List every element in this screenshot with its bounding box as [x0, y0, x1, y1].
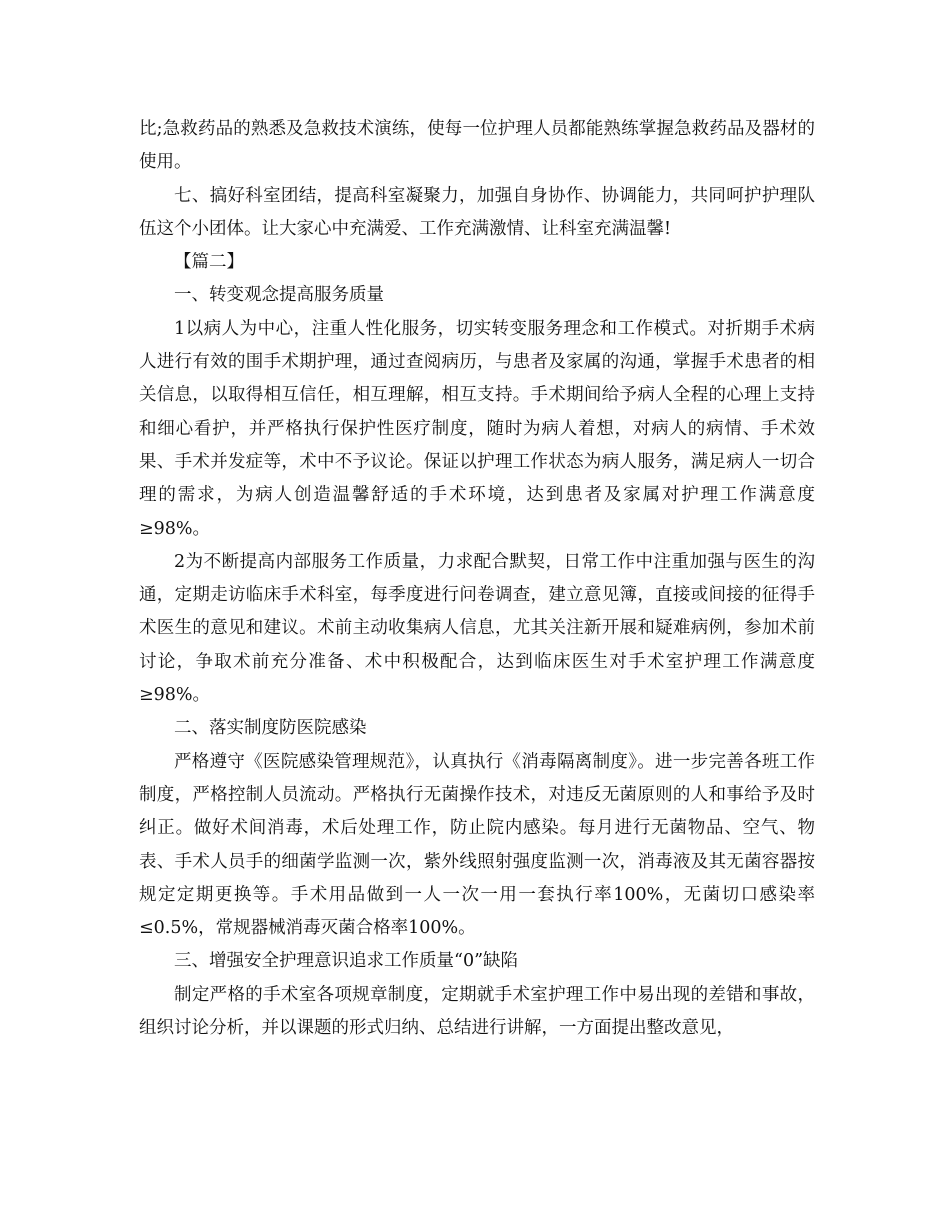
- document-body: [139, 113, 815, 1045]
- heading-service-quality: 一、转变观念提高服务质量: [174, 285, 384, 306]
- heading-safety-quality: 三、增强安全护理意识追求工作质量“0”缺陷: [174, 951, 519, 972]
- section-title-part-two: 【篇二】: [174, 252, 244, 273]
- paragraph-item-1: 1以病人为中心，注重人性化服务，切实转变服务理念和工作模式。对折期手术病人进行有效的围手术期护理，通过查阅病历，与患者及家属的沟通，掌握手术患者的相关信息，以取得相互信任，相互理解，相互支持。手术期间给予病人全程的心理上支持和细心看护，并严格执行保护性医疗制度，随时为病人着想，对病人的病情、手术效果、手术并发症等，术中不予议论。保证以护理工作状态为病人服务，满足病人一切合理的需求，为病人创造温馨舒适的手术环境，达到患者及家属对护理工作满意度≥98%。: [139, 318, 815, 539]
- paragraph-safety-rules: 制定严格的手术室各项规章制度，定期就手术室护理工作中易出现的差错和事故，组织讨论分析，并以课题的形式归纳、总结进行讲解，一方面提出整改意见，: [139, 984, 815, 1039]
- heading-infection-control: 二、落实制度防医院感染: [174, 718, 367, 739]
- paragraph-item-seven: 七、搞好科室团结，提高科室凝聚力，加强自身协作、协调能力，共同呵护护理队伍这个小团体。让大家心中充满爱、工作充满激情、让科室充满温馨!: [139, 185, 815, 239]
- paragraph-infection-control: 严格遵守《医院感染管理规范》，认真执行《消毒隔离制度》。进一步完善各班工作制度，严格控制人员流动。严格执行无菌操作技术，对违反无菌原则的人和事给予及时纠正。做好术间消毒，术后处理工作，防止院内感染。每月进行无菌物品、空气、物表、手术人员手的细菌学监测一次，紫外线照射强度监测一次，消毒液及其无菌容器按规定定期更换等。手术用品做到一人一次一用一套执行率100%，无菌切口感染率≤0.5%，常规器械消毒灭菌合格率100%。: [139, 751, 815, 939]
- paragraph-continuation: 比;急救药品的熟悉及急救技术演练，使每一位护理人员都能熟练掌握急救药品及器材的使用。: [139, 119, 815, 173]
- paragraph-item-2: 2为不断提高内部服务工作质量，力求配合默契，日常工作中注重加强与医生的沟通，定期走访临床手术科室，每季度进行问卷调查，建立意见簿，直接或间接的征得手术医生的意见和建议。术前主动收集病人信息，尤其关注新开展和疑难病例，参加术前讨论，争取术前充分准备、术中积极配合，达到临床医生对手术室护理工作满意度≥98%。: [139, 551, 815, 706]
